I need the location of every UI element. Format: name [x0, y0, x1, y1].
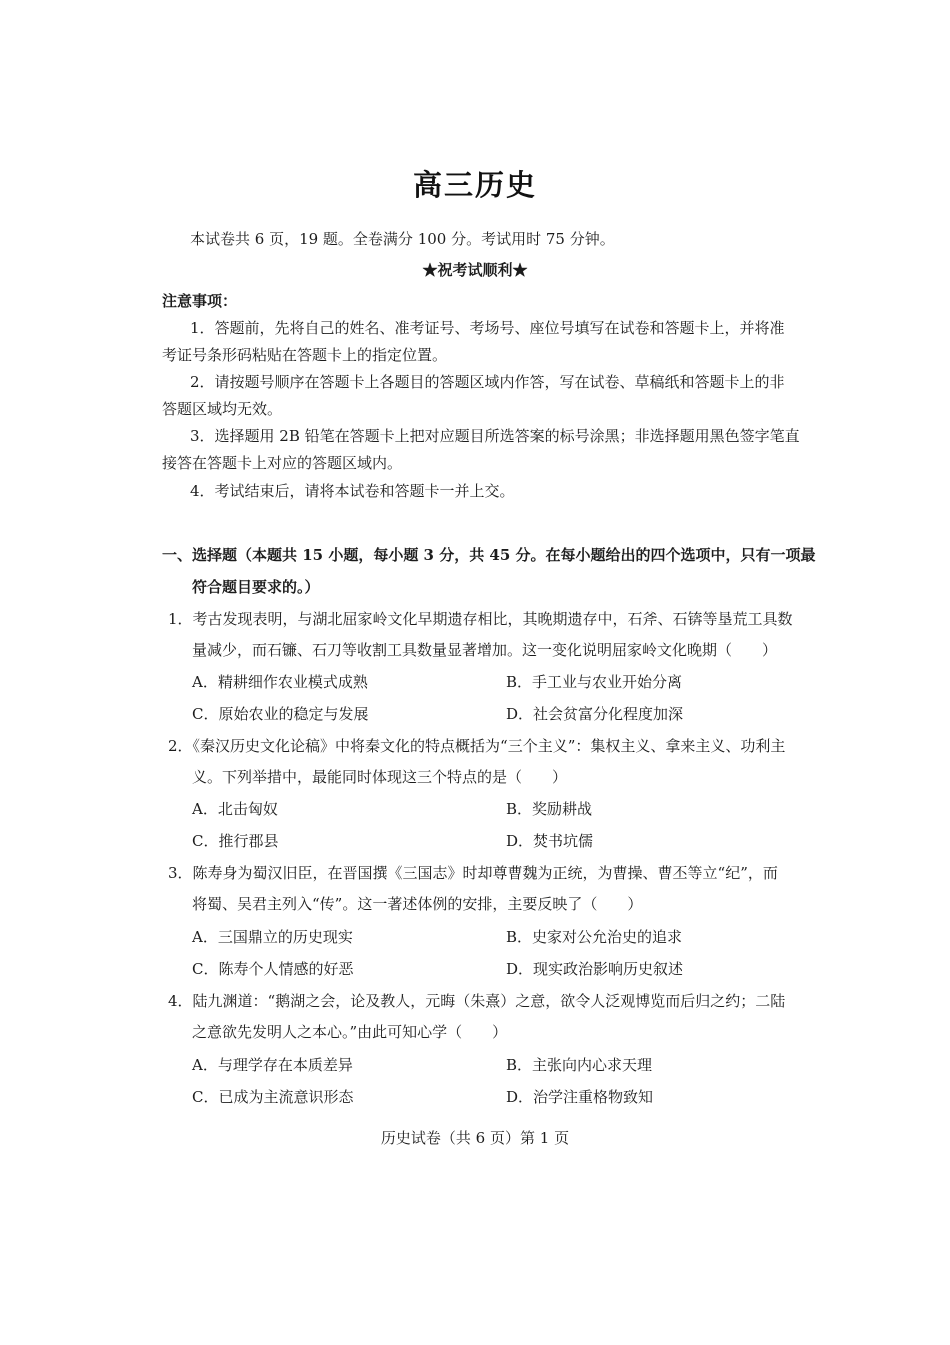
question-1-option-b: B．手工业与农业开始分离: [506, 673, 683, 691]
page-title: 高三历史: [412, 168, 537, 202]
good-luck-banner: ★祝考试顺利★: [422, 261, 528, 279]
note-line: 接答在答题卡上对应的答题区域内。: [162, 454, 403, 472]
question-4-option-d: D．治学注重格物致知: [506, 1088, 654, 1106]
question-3-stem: 3．陈寿身为蜀汉旧臣，在晋国撰《三国志》时却尊曹魏为正统，为曹操、曹丕等立“纪”，而: [168, 864, 778, 882]
section-heading-cont: 符合题目要求的。）: [192, 578, 320, 596]
note-line: 1．答题前，先将自己的姓名、准考证号、考场号、座位号填写在试卷和答题卡上，并将准: [190, 319, 785, 337]
question-4-option-b: B．主张向内心求天理: [506, 1056, 653, 1074]
note-line: 考证号条形码粘贴在答题卡上的指定位置。: [162, 346, 448, 364]
note-line: 2．请按题号顺序在答题卡上各题目的答题区域内作答，写在试卷、草稿纸和答题卡上的非: [190, 373, 785, 391]
question-3-option-a: A．三国鼎立的历史现实: [192, 928, 353, 946]
question-2-option-a: A．北击匈奴: [192, 800, 278, 818]
question-1-stem: 1．考古发现表明，与湖北屈家岭文化早期遗存相比，其晚期遗存中，石斧、石锛等垦荒工具数: [168, 610, 793, 628]
question-3-option-d: D．现实政治影响历史叙述: [506, 960, 684, 978]
question-4-stem: 4．陆九渊道：“鹅湖之会，论及教人，元晦（朱熹）之意，欲令人泛观博览而后归之约；二陆: [168, 992, 786, 1010]
question-4-option-a: A．与理学存在本质差异: [192, 1056, 353, 1074]
note-line: 4．考试结束后，请将本试卷和答题卡一并上交。: [190, 482, 515, 500]
question-3-option-c: C．陈寿个人情感的好恶: [192, 960, 354, 978]
question-3-stem-cont: 将蜀、吴君主列入“传”。这一著述体例的安排，主要反映了（ ）: [192, 895, 643, 913]
question-1-option-a: A．精耕细作农业模式成熟: [192, 673, 368, 691]
section-heading: 一、选择题（本题共 15 小题，每小题 3 分，共 45 分。在每小题给出的四个选项中，只有一项最: [162, 546, 816, 564]
page-footer: 历史试卷（共 6 页）第 1 页: [380, 1129, 570, 1147]
question-4-stem-cont: 之意欲先发明人之本心。”由此可知心学（ ）: [192, 1023, 508, 1041]
question-1-option-d: D．社会贫富分化程度加深: [506, 705, 684, 723]
note-line: 3．选择题用 2B 铅笔在答题卡上把对应题目所选答案的标号涂黑；非选择题用黑色签字笔直: [190, 427, 800, 445]
question-2-stem: 2．《秦汉历史文化论稿》中将秦文化的特点概括为“三个主义”：集权主义、拿来主义、功利主: [168, 737, 786, 755]
question-4-option-c: C．已成为主流意识形态: [192, 1088, 354, 1106]
question-2-option-c: C．推行郡县: [192, 832, 279, 850]
exam-intro: 本试卷共 6 页，19 题。全卷满分 100 分。考试用时 75 分钟。: [190, 230, 615, 248]
question-2-option-d: D．焚书坑儒: [506, 832, 594, 850]
question-1-stem-cont: 量减少，而石镰、石刀等收割工具数量显著增加。这一变化说明屈家岭文化晚期（ ）: [192, 641, 778, 659]
notes-heading: 注意事项：: [162, 292, 238, 310]
question-3-option-b: B．史家对公允治史的追求: [506, 928, 683, 946]
note-line: 答题区域均无效。: [162, 400, 283, 418]
question-2-option-b: B．奖励耕战: [506, 800, 593, 818]
question-2-stem-cont: 义。下列举措中，最能同时体现这三个特点的是（ ）: [192, 768, 568, 786]
question-1-option-c: C．原始农业的稳定与发展: [192, 705, 369, 723]
